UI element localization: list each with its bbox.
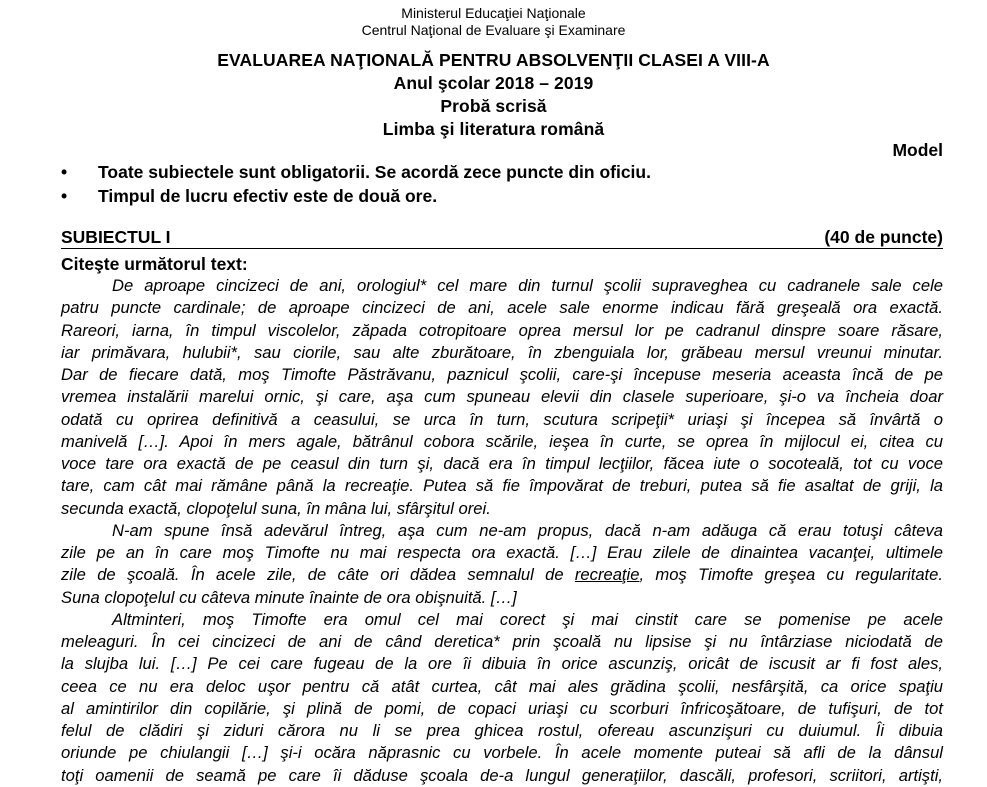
passage-line: Rareori, iarna, în timpul viscolelor, zăpada cotropitoare oprea mersul lor pe cadranul dinspre soare răsare, (61, 320, 943, 340)
passage-line: secunda exactă, clopoţelul suna, în mâna lui, sfârşitul orei. (61, 498, 491, 518)
passage-line: tare, cam cât mai rămâne până la recreaţie. Putea să fie împovărat de treburi, putea să fie asaltat de griji, la (61, 476, 943, 496)
section-header (61, 227, 943, 249)
passage-fragment: , moş Timofte greşea cu regularitate. (639, 565, 944, 585)
passage-line: De aproape cincizeci de ani, orologiul* cel mare din turnul şcolii supraveghea cu cadranele sale cele (112, 276, 943, 295)
passage-line: felul de clădiri şi ziduri cărora nu li se prea ghicea rostul, ofereau ascunzişuri cu duiumul. Îi dibuia (61, 721, 943, 740)
passage-line: vremea instalării marelui ornic, şi care, aşa cum spuneau elevii din clasele superioare, şi-o va încheia doar (61, 387, 943, 407)
passage-line: manivelă […]. Apoi în mers agale, bătrânul cobora scările, ieşea în curte, se oprea în mijlocul ei, citea cu (61, 431, 943, 451)
passage-line: Suna clopoţelul cu câteva minute înainte de ora obişnuită. […] (61, 587, 517, 607)
ministry-name: Ministerul Educaţiei Naţionale (401, 5, 586, 21)
passage-line: N-am spune însă adevărul întreg, aşa cum ne-am propus, dacă n-am adăuga că erau totuşi câteva (112, 520, 943, 540)
passage-line: meleaguri. În cei cincizeci de ani de când deretica* prin şcoală nu lipsise şi nu întârziase niciodată de (61, 632, 943, 651)
reading-instruction: Citeşte următorul text: (61, 254, 248, 274)
bullet-icon: • (61, 162, 68, 182)
passage-line: oriunde pe chiulangii […] şi-i ocăra năprasnic cu vorbele. În acele momente puteai să afli de la dânsul (61, 743, 943, 763)
evaluation-center-name: Centrul Naţional de Evaluare şi Examinare (361, 22, 626, 38)
underlined-word: recreaţie (574, 565, 640, 585)
passage-line: la slujba lui. […] Pe cei care fugeau de la ore îi dibuia în orice ascunziş, oricât de iscusit ar fi fost ales, (61, 654, 943, 674)
school-year: Anul şcolar 2018 – 2019 (393, 73, 594, 93)
bullet-text: Toate subiectele sunt obligatorii. Se acordă zece puncte din oficiu. (98, 162, 651, 182)
passage-line: ceea ce nu era deloc uşor pentru că atât curtea, cât mai ales grădina şcolii, nesfârşită, ca orice spaţiu (61, 676, 943, 696)
passage-fragment: zile de şcoală. În acele zile, de câte ori dădea semnalul de (61, 565, 575, 585)
passage-line: patru puncte cardinale; de aproape cincizeci de ani, acele sale enorme indicau fără greşeală ora exactă. (61, 298, 943, 318)
passage-line: Dar de fiecare dată, moş Timofte Păstrăvanu, paznicul şcolii, care-şi începuse meseria aceasta încă de pe (61, 365, 943, 384)
test-type: Probă scrisă (440, 96, 547, 116)
section-points: (40 de puncte) (824, 227, 943, 247)
passage-line: toţi oamenii de seamă pe care îi dăduse şcoala de-a lungul generaţiilor, dascăli, profesori, scriitori, artişti, (61, 765, 943, 785)
passage-line: odată cu oprirea definitivă a ceasului, se urca în turn, scutura scripeţii* uriaşi şi începea să învârtă o (61, 409, 943, 429)
section-label: SUBIECTUL I (61, 227, 171, 247)
subject-name: Limba şi literatura română (382, 119, 605, 139)
passage-line: al amintirilor din copilărie, şi plină de pomi, de copaci uriaşi cu scorburi înfricoşătoare, de tufişuri, de tot (61, 698, 943, 718)
passage-line: iar primăvara, hulubii*, sau ciorile, sau alte zburătoare, în zbenguiala lor, grăbeau mersul vreunui minutar. (61, 342, 943, 362)
exam-title: EVALUAREA NAŢIONALĂ PENTRU ABSOLVENŢII CLASEI A VIII-A (217, 50, 770, 70)
bullet-text: Timpul de lucru efectiv este de două ore. (98, 186, 438, 206)
passage-line: voce tare ora exactă de pe ceasul din turn şi, dacă era în timpul lecţiilor, făcea iute o socoteală, tot cu voce (61, 454, 943, 473)
passage-line: zile pe an în care moş Timofte nu mai respecta ora exactă. […] Erau zilele de dinaintea vacanţei, ultimele (61, 543, 943, 562)
model-label: Model (892, 140, 943, 160)
passage-line (61, 564, 943, 586)
bullet-icon: • (61, 186, 68, 206)
passage-line: Altminteri, moş Timofte era omul cel mai corect şi mai cinstit care se pomenise pe acele (112, 609, 943, 629)
reading-passage (61, 275, 943, 787)
